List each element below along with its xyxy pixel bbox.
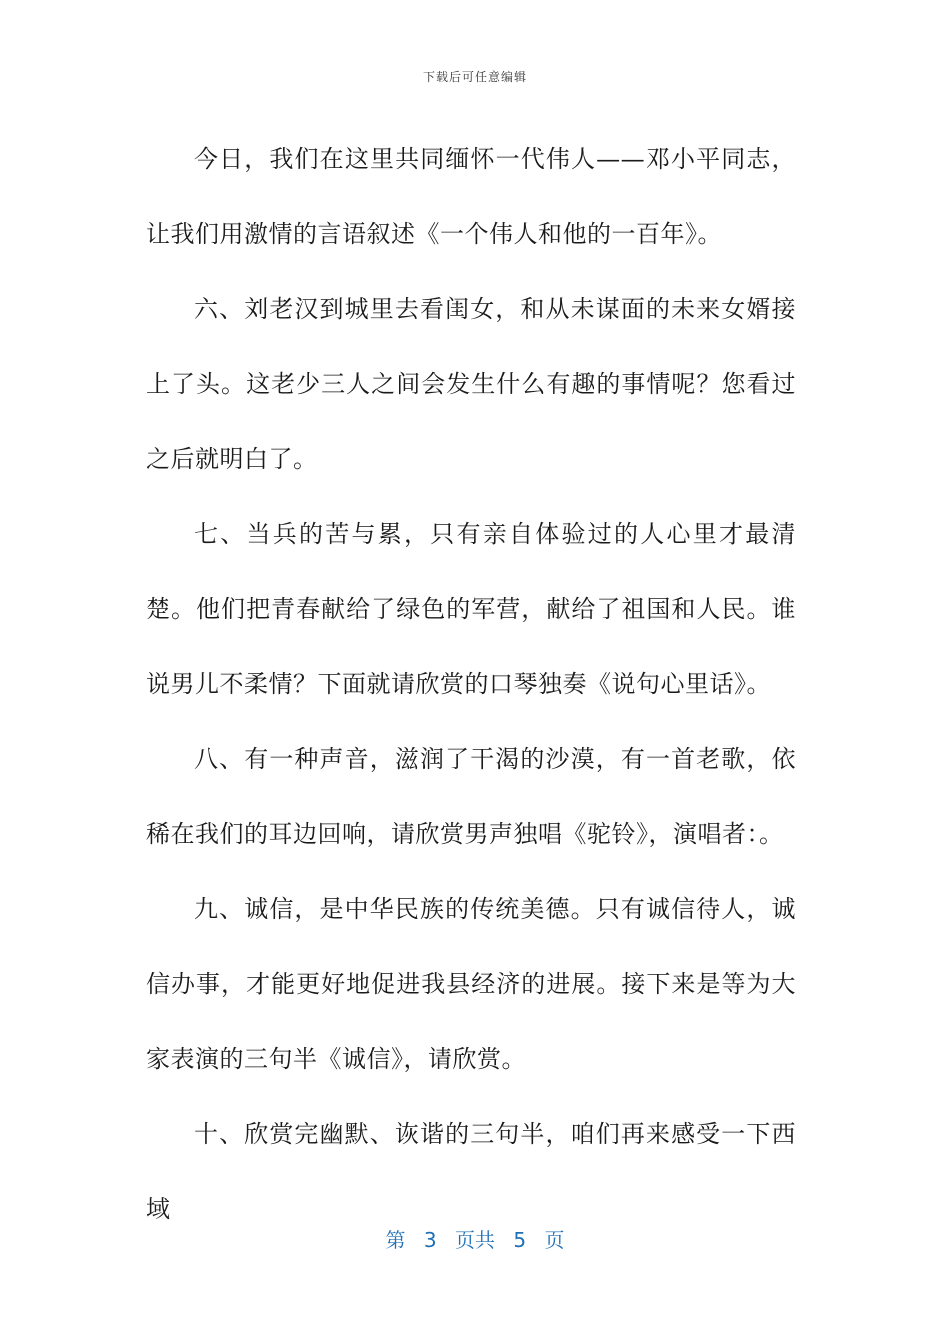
paragraph: 八、有一种声音，滋润了干渴的沙漠，有一首老歌，依稀在我们的耳边回响，请欣赏男声独唱《驼铃》，演唱者：。 xyxy=(146,745,796,848)
page-number-footer xyxy=(0,1224,950,1253)
paragraph: 十、欣赏完幽默、诙谐的三句半，咱们再来感受一下西域 xyxy=(146,1120,796,1223)
page-label-prefix: 第 xyxy=(385,1228,406,1252)
current-page-number: 3 xyxy=(423,1228,437,1252)
total-pages-number: 5 xyxy=(513,1228,527,1252)
paragraph: 今日，我们在这里共同缅怀一代伟人——邓小平同志，让我们用激情的言语叙述《一个伟人和他的一百年》。 xyxy=(146,145,796,248)
page-header-note: 下载后可任意编辑 xyxy=(422,70,527,84)
document-body xyxy=(146,122,796,1247)
page-label-suffix: 页 xyxy=(544,1228,565,1252)
page-label-mid: 页共 xyxy=(455,1228,495,1252)
paragraph: 九、诚信，是中华民族的传统美德。只有诚信待人，诚信办事，才能更好地促进我县经济的进展。接下来是等为大家表演的三句半《诚信》，请欣赏。 xyxy=(146,895,796,1073)
paragraph: 七、当兵的苦与累，只有亲自体验过的人心里才最清楚。他们把青春献给了绿色的军营，献给了祖国和人民。谁说男儿不柔情？下面就请欣赏的口琴独奏《说句心里话》。 xyxy=(146,520,796,698)
paragraph: 六、刘老汉到城里去看闺女，和从未谋面的未来女婿接上了头。这老少三人之间会发生什么有趣的事情呢？您看过之后就明白了。 xyxy=(146,295,796,473)
